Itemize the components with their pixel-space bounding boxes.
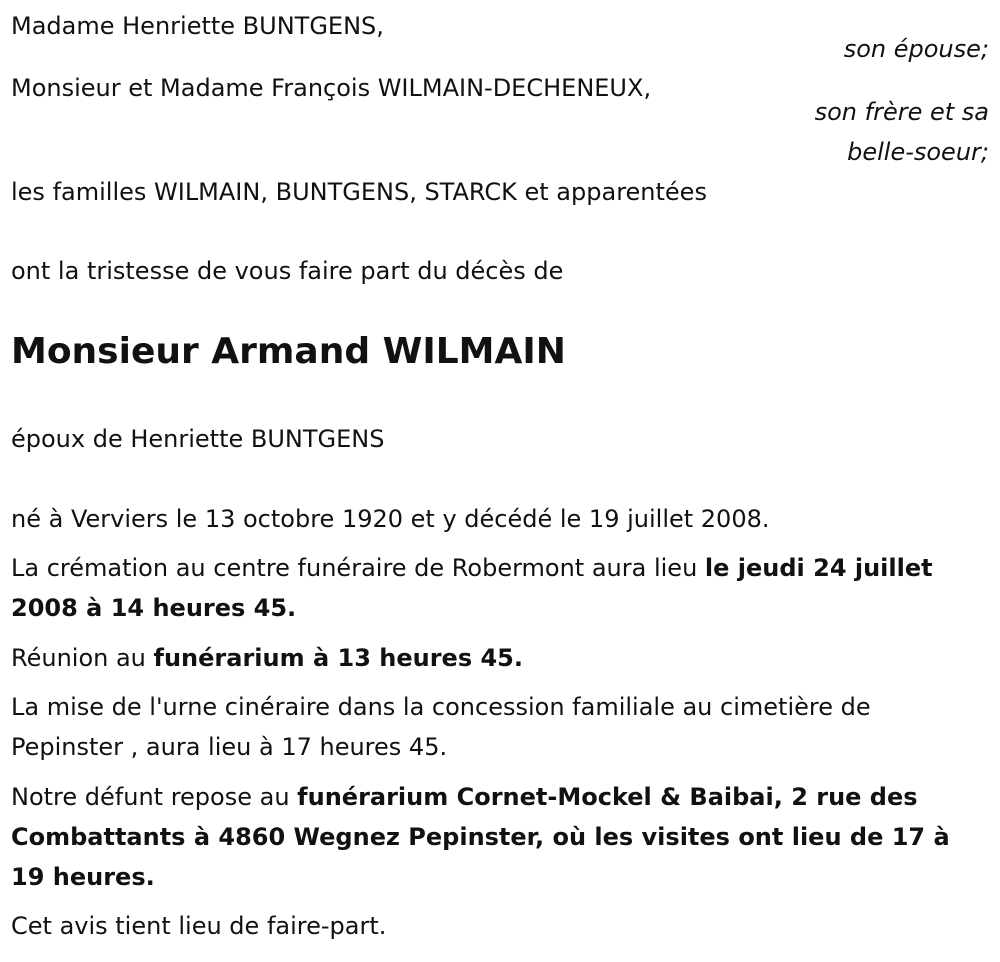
- repose-details: funérarium Cornet-Mockel & Baibai, 2 rue des Combattants à 4860 Wegnez Pepinster, où les visites ont lieu de 17 à 19 heures.: [11, 783, 950, 891]
- closing-line: Cet avis tient lieu de faire-part.: [11, 912, 387, 940]
- repose-paragraph: [11, 777, 986, 897]
- cremation-text: La crémation au centre funéraire de Robermont aura lieu: [11, 554, 705, 582]
- cremation-when: le jeudi 24 juillet 2008 à 14 heures 45.: [11, 554, 933, 622]
- repose-text: Notre défunt repose au: [11, 783, 298, 811]
- family-line-relatives: les familles WILMAIN, BUNTGENS, STARCK et apparentées: [11, 178, 707, 206]
- urn-paragraph: La mise de l'urne cinéraire dans la concession familiale au cimetière de Pepinster , aura lieu à 17 heures 45.: [11, 693, 871, 761]
- role-brother-a: son frère et sa: [814, 98, 989, 126]
- reunion-where: funérarium à 13 heures 45.: [153, 644, 523, 672]
- birth-death-line: né à Verviers le 13 octobre 1920 et y décédé le 19 juillet 2008.: [11, 505, 770, 533]
- reunion-paragraph: [11, 638, 986, 678]
- announcement-text: ont la tristesse de vous faire part du décès de: [11, 257, 564, 285]
- role-brother-b: belle-soeur;: [847, 138, 989, 166]
- role-spouse: son épouse;: [843, 35, 989, 63]
- spouse-line: époux de Henriette BUNTGENS: [11, 425, 385, 453]
- family-line-brother: Monsieur et Madame François WILMAIN-DECHENEUX,: [11, 74, 652, 102]
- deceased-name: Monsieur Armand WILMAIN: [11, 331, 566, 372]
- cremation-paragraph: [11, 548, 986, 628]
- reunion-text: Réunion au: [11, 644, 154, 672]
- family-line-spouse: Madame Henriette BUNTGENS,: [11, 12, 384, 40]
